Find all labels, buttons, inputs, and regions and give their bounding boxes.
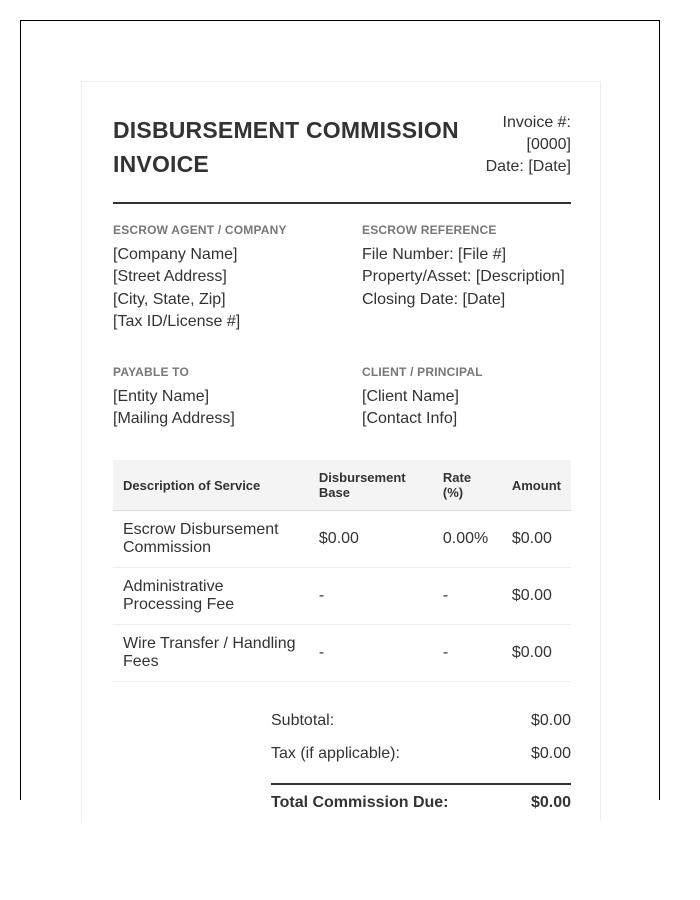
row-description: Administrative Processing Fee bbox=[113, 568, 309, 625]
table-row bbox=[113, 568, 571, 625]
row-amount: $0.00 bbox=[502, 625, 571, 682]
invoice-title-line2: INVOICE bbox=[113, 151, 209, 177]
tax-row bbox=[271, 737, 571, 770]
client-contact-info: [Contact Info] bbox=[362, 410, 458, 428]
invoice-date: Date: [Date] bbox=[485, 158, 571, 175]
column-header-rate: Rate (%) bbox=[433, 460, 502, 511]
total-label: Total Commission Due: bbox=[271, 794, 449, 811]
invoice-sheet bbox=[81, 81, 601, 821]
page-frame bbox=[20, 20, 660, 811]
escrow-reference-property: Property/Asset: [Description] bbox=[362, 268, 565, 286]
row-description: Wire Transfer / Handling Fees bbox=[113, 625, 309, 682]
invoice-header bbox=[113, 82, 571, 204]
tax-value: $0.00 bbox=[530, 745, 571, 762]
escrow-agent-label: ESCROW AGENT / COMPANY bbox=[113, 223, 287, 237]
client-name: [Client Name] bbox=[362, 388, 459, 405]
escrow-agent-tax-id: [Tax ID/License #] bbox=[113, 313, 241, 331]
client-label: CLIENT / PRINCIPAL bbox=[362, 365, 483, 379]
row-amount: $0.00 bbox=[502, 568, 571, 625]
invoice-title bbox=[113, 113, 483, 181]
table-row bbox=[113, 511, 571, 568]
invoice-number-value: [0000] bbox=[526, 136, 571, 153]
invoice-meta bbox=[486, 112, 571, 178]
tax-label: Tax (if applicable): bbox=[271, 745, 400, 762]
row-disbursement-base: - bbox=[309, 568, 433, 625]
escrow-reference-file-number: File Number: [File #] bbox=[362, 246, 507, 263]
totals-block bbox=[271, 704, 571, 821]
payable-to-entity-name: [Entity Name] bbox=[113, 388, 210, 405]
escrow-agent-street-address: [Street Address] bbox=[113, 268, 227, 286]
escrow-agent-city-state-zip: [City, State, Zip] bbox=[113, 290, 226, 308]
column-header-amount: Amount bbox=[502, 460, 571, 511]
total-value: $0.00 bbox=[530, 794, 571, 811]
escrow-agent-section bbox=[113, 223, 342, 334]
row-rate: 0.00% bbox=[433, 511, 502, 568]
payable-to-label: PAYABLE TO bbox=[113, 365, 190, 379]
invoice-number-label: Invoice #: bbox=[502, 114, 571, 131]
row-rate: - bbox=[433, 625, 502, 682]
total-row bbox=[271, 783, 571, 821]
client-section bbox=[362, 365, 591, 431]
row-disbursement-base: - bbox=[309, 625, 433, 682]
escrow-reference-label: ESCROW REFERENCE bbox=[362, 223, 497, 237]
escrow-reference-closing-date: Closing Date: [Date] bbox=[362, 290, 506, 308]
table-row bbox=[113, 625, 571, 682]
column-header-disbursement-base: Disbursement Base bbox=[309, 460, 433, 511]
escrow-reference-section bbox=[362, 223, 591, 311]
subtotal-row bbox=[271, 704, 571, 737]
service-table bbox=[113, 460, 571, 682]
invoice-title-line1: DISBURSEMENT COMMISSION bbox=[113, 117, 459, 143]
subtotal-value: $0.00 bbox=[530, 712, 571, 729]
table-header-row bbox=[113, 460, 571, 511]
subtotal-label: Subtotal: bbox=[271, 712, 335, 729]
escrow-agent-company-name: [Company Name] bbox=[113, 246, 238, 263]
column-header-description: Description of Service bbox=[113, 460, 309, 511]
row-amount: $0.00 bbox=[502, 511, 571, 568]
row-description: Escrow Disbursement Commission bbox=[113, 511, 309, 568]
row-rate: - bbox=[433, 568, 502, 625]
payable-to-mailing-address: [Mailing Address] bbox=[113, 410, 235, 428]
payable-to-section bbox=[113, 365, 342, 431]
row-disbursement-base: $0.00 bbox=[309, 511, 433, 568]
invoice-content bbox=[113, 82, 571, 811]
